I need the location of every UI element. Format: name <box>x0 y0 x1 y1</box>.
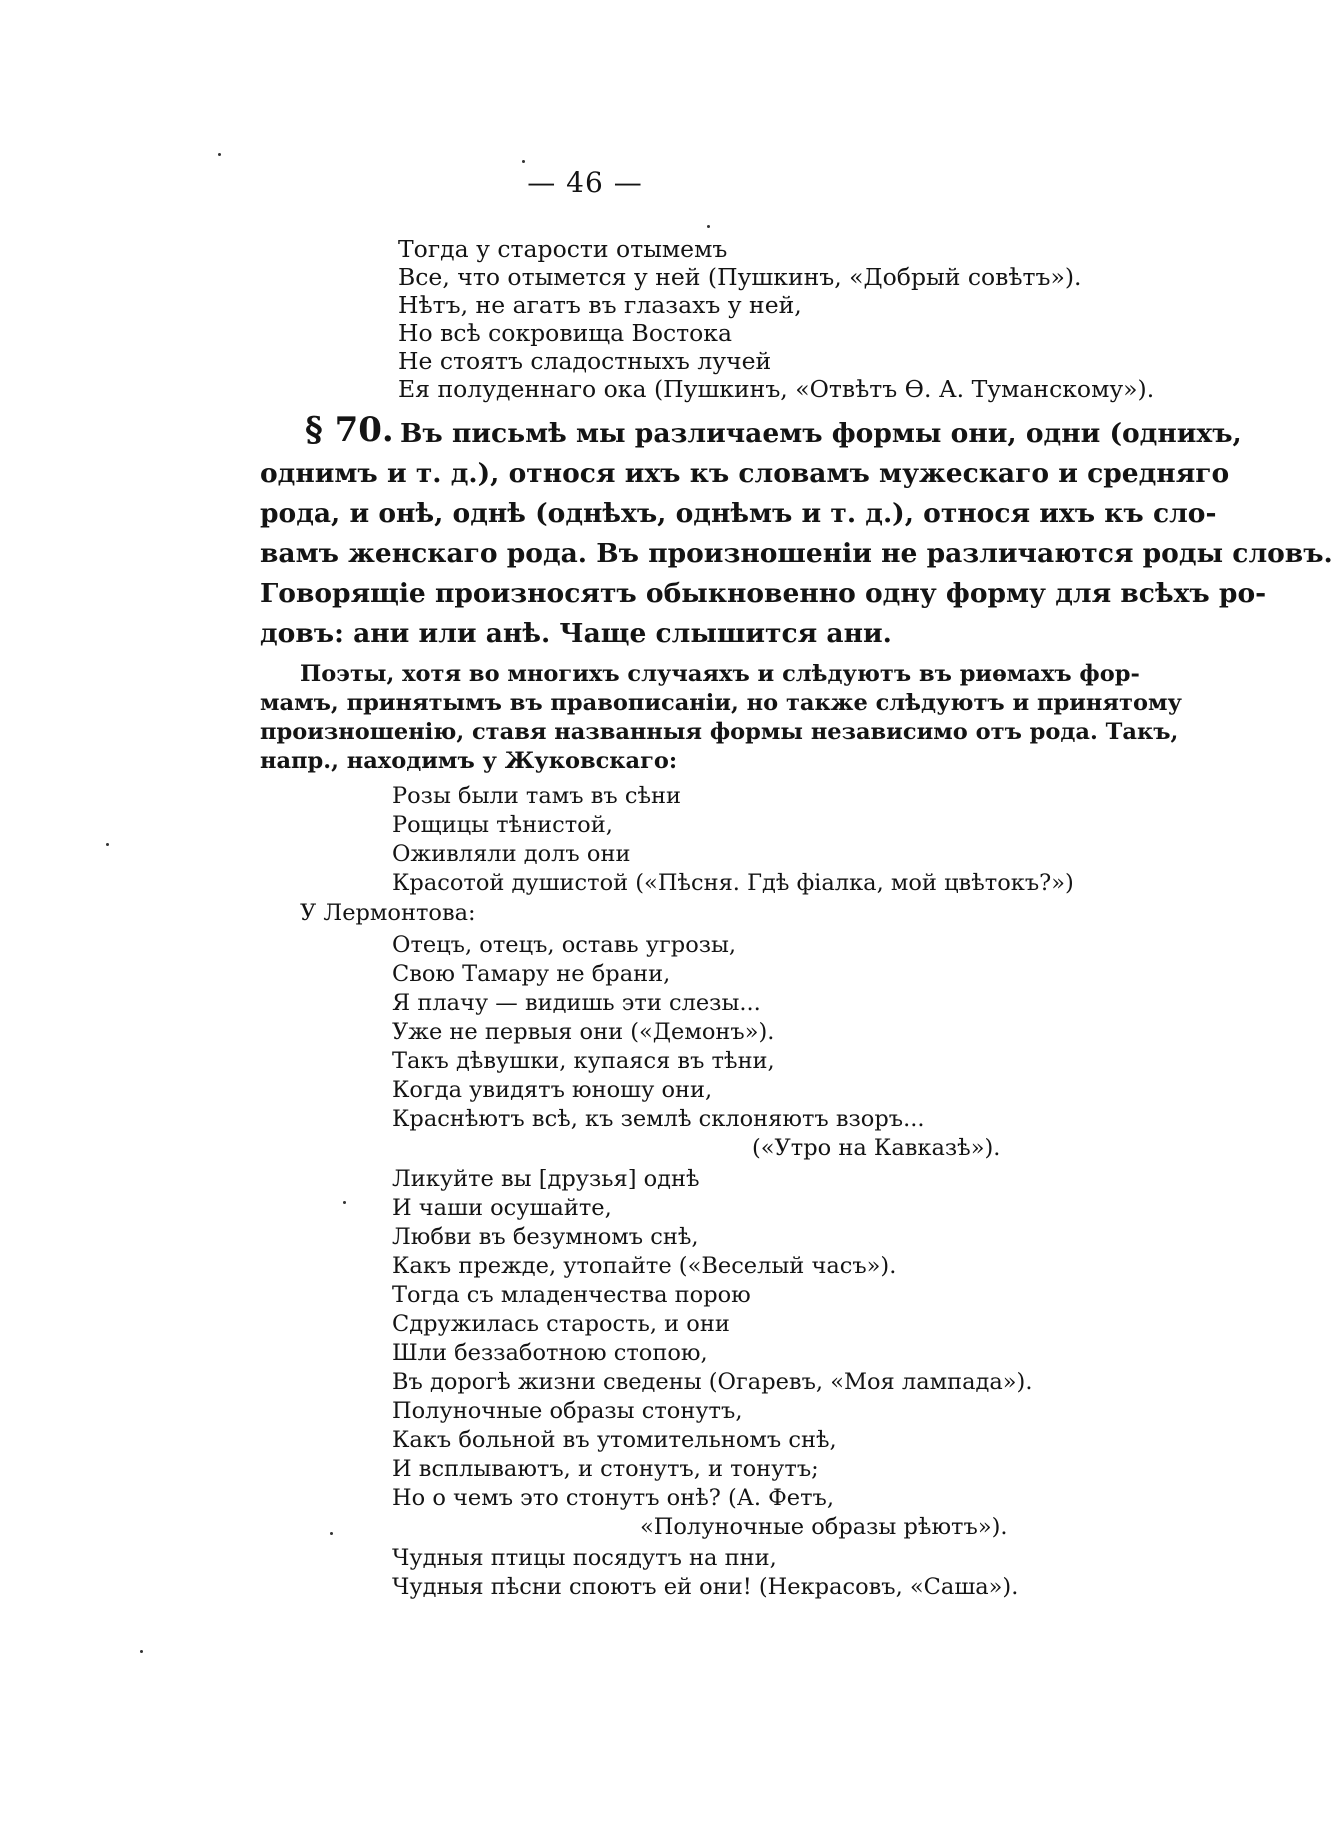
note-line: произношенію, ставя названныя формы независимо отъ рода. Такъ, <box>260 719 1179 745</box>
note-line: напр., находимъ у Жуковскаго: <box>260 748 678 774</box>
verse-line: Какъ больной въ утомительномъ снѣ, <box>392 1427 837 1453</box>
verse-line: Чудныя пѣсни споютъ ей они! (Некрасовъ, «Саша»). <box>392 1574 1019 1600</box>
scan-speck <box>330 1532 333 1535</box>
verse-line: Какъ прежде, утопайте («Веселый часъ»). <box>392 1253 897 1279</box>
verse-line: Тогда съ младенчества порою <box>392 1282 751 1308</box>
verse-line: Красотой душистой («Пѣсня. Гдѣ фіалка, мой цвѣтокъ?») <box>392 870 1074 896</box>
verse-line: Свою Тамару не брани, <box>392 961 671 987</box>
verse-line: Розы были тамъ въ сѣни <box>392 783 682 809</box>
lermontov-intro: У Лермонтова: <box>300 900 476 926</box>
verse-line: Оживляли долъ они <box>392 841 631 867</box>
scan-speck <box>140 1650 143 1653</box>
verse-line: Когда увидятъ юношу они, <box>392 1077 713 1103</box>
verse-line: Но о чемъ это стонутъ онѣ? (А. Фетъ, <box>392 1485 835 1511</box>
verse-line: Шли беззаботною стопою, <box>392 1340 708 1366</box>
section-line: рода, и онѣ, однѣ (однѣхъ, однѣмъ и т. д.), относя ихъ къ сло- <box>260 498 1217 529</box>
verse-source: («Утро на Кавказѣ»). <box>752 1135 1001 1161</box>
poem-line: Но всѣ сокровища Востока <box>398 319 732 347</box>
section-line: Въ письмѣ мы различаемъ формы они, одни (однихъ, <box>400 418 1242 449</box>
verse-line: Краснѣютъ всѣ, къ землѣ склоняютъ взоръ... <box>392 1106 925 1132</box>
scan-speck <box>106 843 109 846</box>
section-mark: § 70. <box>305 410 394 450</box>
verse-line: Полуночные образы стонутъ, <box>392 1398 743 1424</box>
page-number: — 46 — <box>527 166 643 199</box>
poem-line: Нѣтъ, не агатъ въ глазахъ у ней, <box>398 291 802 319</box>
verse-line: Уже не первыя они («Демонъ»). <box>392 1019 775 1045</box>
scan-speck <box>343 1201 346 1204</box>
section-line: однимъ и т. д.), относя ихъ къ словамъ мужескаго и средняго <box>260 458 1230 489</box>
section-line: довъ: ани или анѣ. Чаще слышится ани. <box>260 618 892 649</box>
verse-line: Любви въ безумномъ снѣ, <box>392 1224 699 1250</box>
poem-line: Тогда у старости отымемъ <box>398 235 728 263</box>
section-line: Говорящіе произносятъ обыкновенно одну форму для всѣхъ ро- <box>260 578 1267 609</box>
poem-line: Не стоятъ сладостныхъ лучей <box>398 347 772 375</box>
poem-line: Все, что отымется у ней (Пушкинъ, «Добрый совѣтъ»). <box>398 263 1082 291</box>
verse-line: Отецъ, отецъ, оставь угрозы, <box>392 932 737 958</box>
verse-line: Въ дорогѣ жизни сведены (Огаревъ, «Моя лампада»). <box>392 1369 1033 1395</box>
section-line: вамъ женскаго рода. Въ произношеніи не различаются роды словъ. <box>260 538 1333 569</box>
verse-line: Я плачу — видишь эти слезы... <box>392 990 761 1016</box>
verse-line: Такъ дѣвушки, купаяся въ тѣни, <box>392 1048 775 1074</box>
verse-line: Чудныя птицы посядутъ на пни, <box>392 1545 777 1571</box>
verse-line: И всплываютъ, и стонутъ, и тонутъ; <box>392 1456 819 1482</box>
scan-speck <box>707 225 710 228</box>
poem-line: Ея полуденнаго ока (Пушкинъ, «Отвѣтъ Ѳ. А. Туманскому»). <box>398 375 1155 403</box>
verse-line: И чаши осушайте, <box>392 1195 612 1221</box>
verse-source: «Полуночные образы рѣютъ»). <box>640 1514 1008 1540</box>
verse-line: Сдружилась старость, и они <box>392 1311 730 1337</box>
verse-line: Рощицы тѣнистой, <box>392 812 613 838</box>
note-line: мамъ, принятымъ въ правописаніи, но также слѣдуютъ и принятому <box>260 690 1182 716</box>
note-line: Поэты, хотя во многихъ случаяхъ и слѣдуютъ въ риѳмахъ фор- <box>300 661 1140 687</box>
scan-speck <box>522 160 525 163</box>
scan-speck <box>218 153 221 156</box>
verse-line: Ликуйте вы [друзья] однѣ <box>392 1166 700 1192</box>
